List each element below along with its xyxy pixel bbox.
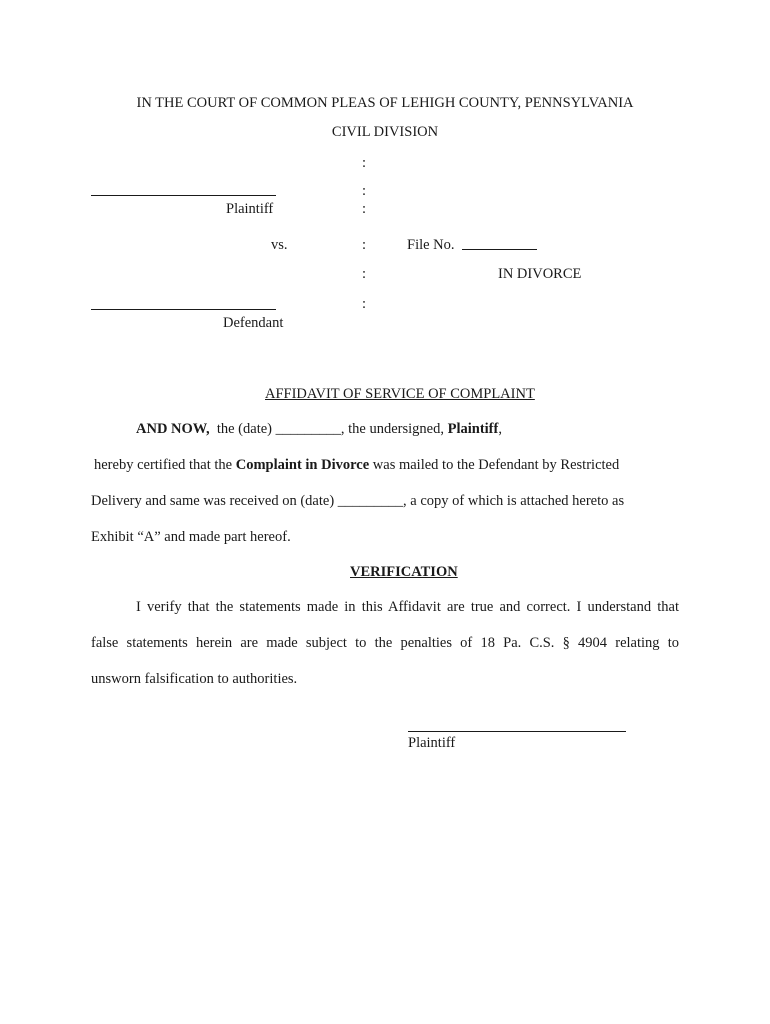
undersigned-text: , the undersigned, xyxy=(340,421,444,437)
vs-label: vs. xyxy=(271,237,288,253)
verification-line-2: false statements herein are made subject to the penalties of 18 Pa. C.S. § 4904 relating to xyxy=(91,635,679,651)
verification-title: VERIFICATION xyxy=(350,564,458,580)
line3-post: , a copy of which is attached hereto as xyxy=(403,493,625,509)
caption-colon: : xyxy=(362,183,367,199)
caption-colon: : xyxy=(362,296,367,312)
date-prefix: the (date) xyxy=(216,421,272,437)
verification-line-1: I verify that the statements made in this Affidavit are true and correct. I understand that xyxy=(136,599,679,615)
defendant-name-line[interactable] xyxy=(91,309,276,310)
line3-pre: Delivery and same was received on (date) xyxy=(91,493,335,509)
caption-colon: : xyxy=(362,237,367,253)
received-date-blank[interactable]: _________ xyxy=(337,493,404,509)
division-heading: CIVIL DIVISION xyxy=(331,124,439,140)
affidavit-line-4: Exhibit “A” and made part hereof. xyxy=(91,529,291,545)
affidavit-line-3 xyxy=(91,492,624,510)
court-heading: IN THE COURT OF COMMON PLEAS OF LEHIGH COUNTY, PENNSYLVANIA xyxy=(136,95,634,111)
line2-pre: hereby certified that the xyxy=(94,457,233,473)
file-no-line[interactable] xyxy=(462,249,537,250)
comma: , xyxy=(498,421,502,437)
defendant-label: Defendant xyxy=(223,315,284,331)
complaint-bold: Complaint in Divorce xyxy=(235,457,370,473)
plaintiff-bold: Plaintiff xyxy=(447,421,499,437)
affidavit-title: AFFIDAVIT OF SERVICE OF COMPLAINT xyxy=(265,386,535,402)
verification-line-3: unsworn falsification to authorities. xyxy=(91,671,298,687)
caption-colon: : xyxy=(362,266,367,282)
and-now-text: AND NOW, xyxy=(136,421,210,437)
signature-label: Plaintiff xyxy=(408,735,456,751)
plaintiff-label: Plaintiff xyxy=(226,201,274,217)
in-divorce-label: IN DIVORCE xyxy=(498,266,582,282)
signature-line[interactable] xyxy=(408,731,626,732)
line2-post: was mailed to the Defendant by Restricted xyxy=(372,457,620,473)
affidavit-line-2 xyxy=(94,456,619,474)
affidavit-line-1 xyxy=(136,420,502,438)
caption-colon: : xyxy=(362,201,367,217)
plaintiff-name-line[interactable] xyxy=(91,195,276,196)
file-no-label: File No. xyxy=(407,237,455,253)
date-blank[interactable]: _________ xyxy=(275,421,341,437)
caption-colon: : xyxy=(362,155,367,171)
